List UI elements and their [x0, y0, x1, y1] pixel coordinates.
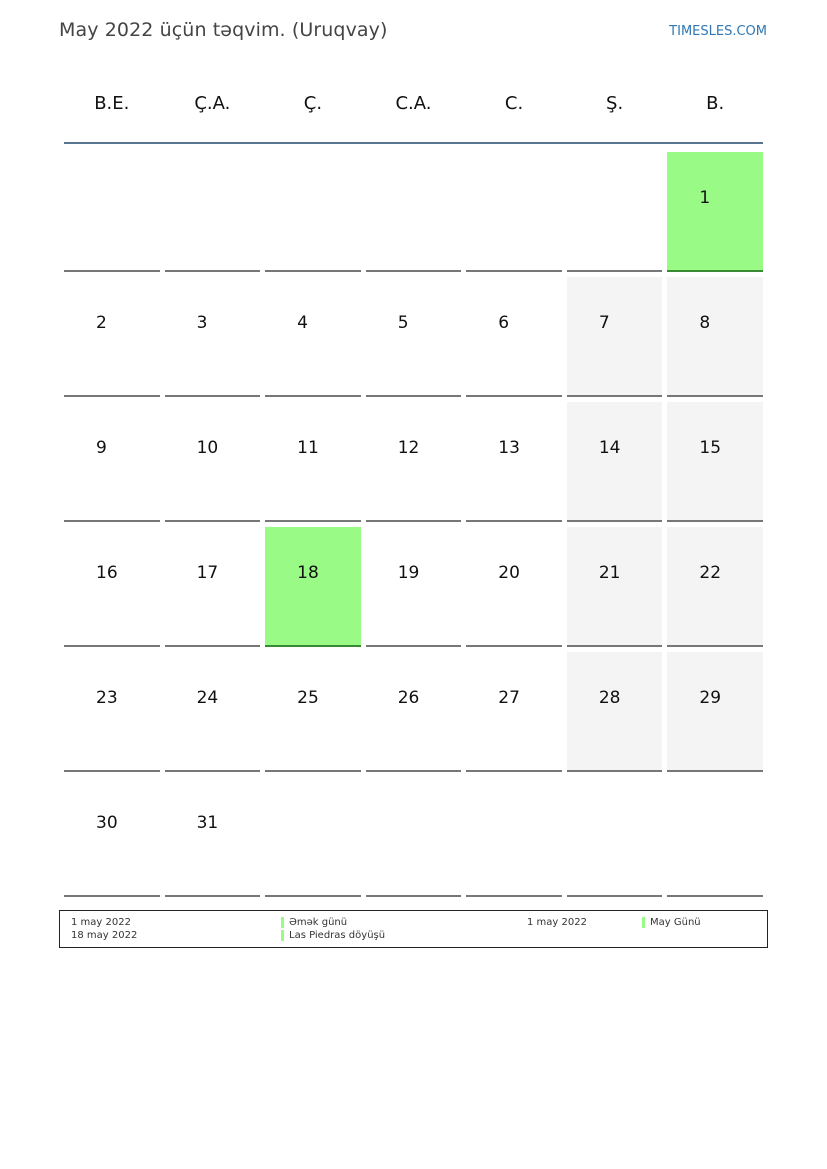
legend-holiday-name: Əmək günü [289, 917, 348, 928]
day-cell[interactable] [466, 397, 562, 522]
day-cell-background [64, 152, 160, 270]
day-number: 24 [196, 688, 219, 708]
day-cell[interactable] [64, 522, 160, 647]
day-number: 11 [297, 438, 319, 458]
day-cell[interactable] [165, 272, 261, 397]
empty-day-cell [466, 772, 562, 897]
day-number: 26 [397, 688, 420, 708]
day-cell-background [64, 652, 160, 770]
day-cell-background [165, 777, 261, 895]
day-number: 20 [498, 563, 520, 583]
weekday-label: C.A. [395, 93, 432, 114]
weekday-label: Ş. [606, 93, 624, 114]
day-cell-background [165, 402, 261, 520]
day-cell[interactable] [165, 647, 261, 772]
day-cell-background [165, 652, 261, 770]
day-cell-background [567, 152, 663, 270]
day-cell[interactable] [567, 272, 663, 397]
day-number: 4 [297, 313, 308, 333]
day-cell-background [165, 527, 261, 645]
day-cell-background [265, 777, 361, 895]
empty-day-cell [165, 147, 261, 272]
day-number: 2 [96, 313, 107, 333]
day-number: 14 [598, 438, 621, 458]
day-cell[interactable] [567, 522, 663, 647]
weekday-label: Ç.A. [194, 93, 231, 114]
weekday-label: B.E. [94, 93, 130, 114]
legend-date: 1 may 2022 [527, 917, 587, 928]
legend-holiday-name: Las Piedras döyüşü [289, 930, 386, 941]
calendar-week [64, 647, 763, 772]
day-cell[interactable] [64, 772, 160, 897]
day-cell[interactable] [667, 272, 763, 397]
day-cell-background [466, 777, 562, 895]
day-cell-background [64, 402, 160, 520]
day-cell-background [466, 527, 562, 645]
day-number: 13 [498, 438, 520, 458]
day-cell[interactable] [466, 647, 562, 772]
day-cell-background [567, 402, 663, 520]
day-cell-background [567, 777, 663, 895]
day-cell[interactable] [667, 647, 763, 772]
day-cell-background [667, 652, 763, 770]
empty-day-cell [366, 147, 462, 272]
day-cell[interactable] [64, 397, 160, 522]
day-cell-background [366, 402, 462, 520]
empty-day-cell [466, 147, 562, 272]
day-cell-background [466, 277, 562, 395]
day-cell-background [366, 652, 462, 770]
day-number: 28 [598, 688, 621, 708]
day-cell-background [466, 152, 562, 270]
day-number: 22 [699, 563, 722, 583]
day-number: 15 [699, 438, 722, 458]
calendar-week [64, 147, 763, 272]
day-cell-background [165, 277, 261, 395]
day-number: 17 [196, 563, 219, 583]
day-number: 16 [96, 563, 118, 583]
day-cell[interactable] [265, 272, 361, 397]
legend-holiday-name: May Günü [650, 917, 701, 928]
weekday-header [64, 64, 763, 144]
holiday-day-cell[interactable] [265, 522, 361, 647]
day-cell-background [366, 152, 462, 270]
day-number: 8 [699, 313, 711, 333]
day-cell-background [466, 402, 562, 520]
empty-day-cell [366, 772, 462, 897]
day-cell-background [667, 152, 763, 270]
day-cell[interactable] [64, 272, 160, 397]
calendar-week [64, 772, 763, 897]
day-cell[interactable] [366, 397, 462, 522]
holiday-legend [59, 910, 768, 948]
holiday-marker [642, 917, 645, 928]
empty-day-cell [667, 772, 763, 897]
day-cell-background [667, 402, 763, 520]
page-title: May 2022 üçün təqvim. (Uruqvay) [59, 19, 388, 41]
legend-date: 1 may 2022 [71, 917, 131, 928]
day-cell[interactable] [165, 522, 261, 647]
day-cell-background [366, 277, 462, 395]
day-cell-background [667, 777, 763, 895]
day-number: 1 [699, 188, 711, 208]
day-cell-background [466, 652, 562, 770]
day-cell-background [64, 777, 160, 895]
day-number: 19 [397, 563, 420, 583]
brand-link[interactable]: TIMESLES.COM [669, 24, 767, 39]
legend-date: 18 may 2022 [71, 930, 138, 941]
day-cell[interactable] [667, 397, 763, 522]
day-number: 27 [498, 688, 520, 708]
day-number: 30 [96, 813, 118, 833]
day-number: 18 [297, 563, 319, 583]
day-number: 29 [699, 688, 722, 708]
day-number: 6 [498, 313, 510, 333]
calendar-week [64, 522, 763, 647]
day-cell[interactable] [466, 522, 562, 647]
day-cell[interactable] [567, 397, 663, 522]
day-number: 5 [397, 313, 409, 333]
day-cell-background [265, 652, 361, 770]
day-cell-background [265, 152, 361, 270]
day-cell[interactable] [466, 272, 562, 397]
day-cell[interactable] [667, 522, 763, 647]
calendar-grid [64, 64, 763, 897]
day-cell-background [165, 152, 261, 270]
day-cell-background [265, 527, 361, 645]
day-number: 9 [96, 438, 107, 458]
weekday-label: C. [504, 93, 524, 114]
holiday-day-cell[interactable] [667, 147, 763, 272]
day-number: 7 [598, 313, 610, 333]
empty-day-cell [567, 772, 663, 897]
day-number: 21 [598, 563, 621, 583]
day-cell[interactable] [265, 647, 361, 772]
weekday-label: B. [706, 93, 725, 114]
day-cell-background [366, 527, 462, 645]
empty-day-cell [265, 772, 361, 897]
day-number: 31 [196, 813, 219, 833]
day-cell-background [567, 277, 663, 395]
day-cell-background [64, 527, 160, 645]
calendar-week [64, 272, 763, 397]
calendar-week [64, 397, 763, 522]
empty-day-cell [567, 147, 663, 272]
day-cell[interactable] [64, 647, 160, 772]
day-cell-background [667, 277, 763, 395]
day-cell[interactable] [567, 647, 663, 772]
day-cell-background [265, 402, 361, 520]
day-cell-background [667, 527, 763, 645]
day-number: 10 [196, 438, 219, 458]
day-cell[interactable] [265, 397, 361, 522]
day-cell[interactable] [366, 272, 462, 397]
day-number: 12 [397, 438, 420, 458]
day-number: 23 [96, 688, 118, 708]
calendar-weeks [64, 147, 763, 897]
day-cell-background [64, 277, 160, 395]
day-cell-background [567, 527, 663, 645]
weekday-label: Ç. [303, 93, 323, 114]
empty-day-cell [265, 147, 361, 272]
empty-day-cell [64, 147, 160, 272]
day-cell[interactable] [366, 647, 462, 772]
day-cell[interactable] [165, 772, 261, 897]
holiday-marker [281, 930, 284, 941]
day-cell-background [366, 777, 462, 895]
day-cell-background [567, 652, 663, 770]
day-cell[interactable] [165, 397, 261, 522]
day-cell-background [265, 277, 361, 395]
day-cell[interactable] [366, 522, 462, 647]
day-number: 3 [196, 313, 208, 333]
day-number: 25 [297, 688, 319, 708]
holiday-marker [281, 917, 284, 928]
